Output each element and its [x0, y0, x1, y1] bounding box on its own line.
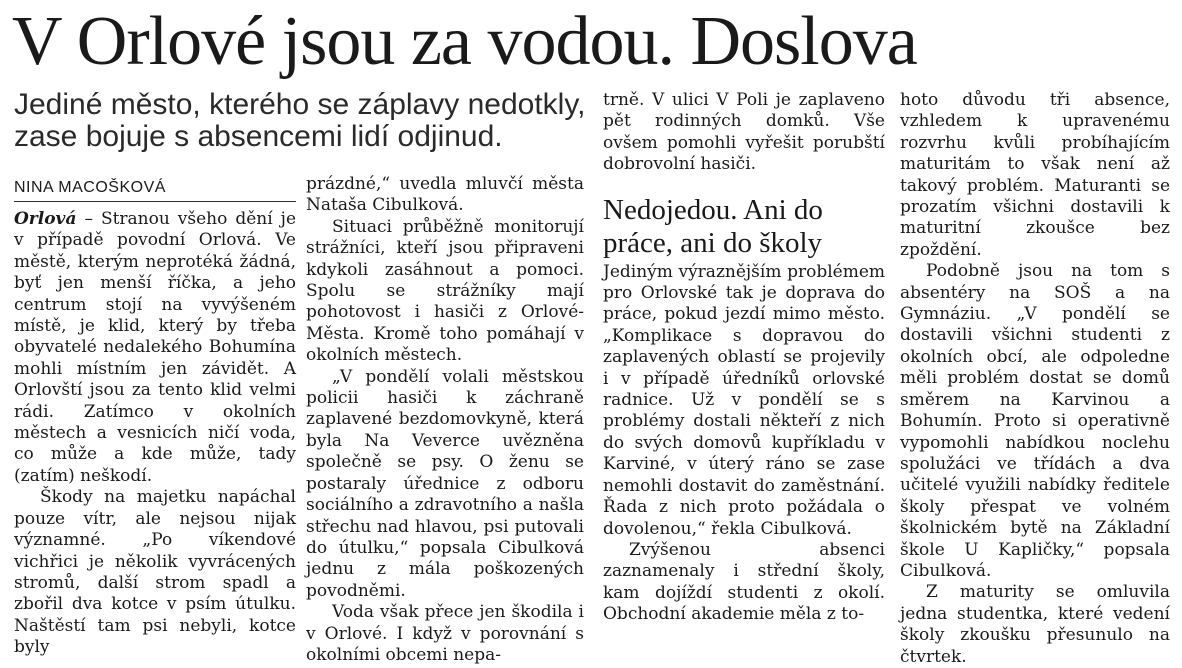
paragraph: Z maturity se omluvila jedna studentka, které vedení školy zkoušku přesunulo na čtvrtek. — [900, 582, 1170, 667]
byline: NINA MACOŠKOVÁ — [14, 178, 296, 202]
article-column-2 — [306, 174, 584, 666]
paragraph: Zvýšenou absenci zaznamenaly i střední školy, kam dojíždí studenti z okolí. Obchodní akademie měla z to- — [603, 539, 885, 625]
paragraph: Podobně jsou na tom s absentéry na SOŠ a na Gymnáziu. „V pondělí se dostavili všichni studenti z okolních obcí, ale odpoledne měli problém dostat se domů směrem na Karvinou a Bohumín. Proto si operativně vypomohli nabídkou noclehu spolužáci ve třídách a dva učitelé využili nabídky ředitele školy přespat ve volném školnickém bytě na Základní škole U Kapličky,“ popsala Cibulková. — [900, 261, 1170, 581]
dateline-place: Orlová — [14, 209, 77, 229]
article-column-4 — [900, 90, 1170, 668]
paragraph: trně. V ulici V Poli je zaplaveno pět rodinných domků. Vše ovšem pomohli vyřešit porubští dobrovolní hasiči. — [603, 90, 885, 175]
subtitle: Jediné město, kterého se záplavy nedotkly, zase bojuje s absencemi lidí odjinud. — [14, 88, 586, 153]
paragraph: Jediným výraznějším problémem pro Orlovské tak je doprava do práce, pokud jezdí mimo město. „Komplikace s dopravou do zaplavených oblastí se projevily i v případě úředníků orlovské radnice. Už v pondělí se s problémy dostali někteří z nich do svých domovů kupříkladu v Karviné, v úterý ráno se zase nemohli dostavit do zaměstnání. Řada z nich proto požádala o dovolenou,“ řekla Cibulková. — [603, 261, 885, 539]
article-column-1 — [14, 209, 296, 659]
section-heading: Nedojedou. Ani do práce, ani do školy — [603, 193, 823, 259]
paragraph: Voda však přece jen škodila i v Orlové. I když v porovnání s okolními obcemi nepa- — [306, 602, 584, 665]
paragraph: „V pondělí volali městskou policii hasiči k záchraně zaplavené bezdomovkyně, která byla Na Veverce uvězněna společně se psy. O ženu se postaraly úřednice z odboru sociálního a zdravotního a našla střechu nad hlavou, psi putovali do útulku,“ popsala Cibulková jednu z mála poškozených povodněmi. — [306, 366, 584, 601]
headline: V Orlové jsou za vodou. Doslova — [12, 3, 917, 80]
paragraph: prázdné,“ uvedla mluvčí města Nataša Cibulková. — [306, 174, 584, 216]
paragraph: Situaci průběžně monitorují strážníci, kteří jsou připraveni kdykoli zasáhnout a pomoci. Spolu se strážníky mají pohotovost i hasiči z Orlové-Města. Kromě toho pomáhají v okolních městech. — [306, 216, 584, 366]
paragraph — [14, 209, 296, 487]
paragraph: hoto důvodu tři absence, vzhledem k upravenému rozvrhu kvůli probíhajícím maturitám to však není až takový problém. Maturanti se prozatím všichni dostavili k maturitní zkoušce bez zpoždění. — [900, 90, 1170, 260]
paragraph-text: – Stranou všeho dění je v případě povodní Orlová. Ve městě, kterým neprotéká žádná, byť jen menší říčka, a jeho centrum stojí na vyvýšeném místě, je klid, který by třeba obyvatelé nedalekého Bohumína mohli místním jen závidět. A Orlovští jsou za tento klid velmi rádi. Zatímco v okolních městech a vesnicích ničí voda, co může a kde může, tady (zatím) neškodí. — [14, 209, 296, 486]
article-column-3 — [603, 90, 885, 626]
paragraph: Škody na majetku napáchal pouze vítr, ale nejsou nijak významné. „Po víkendové vichřici je několik vyvrácených stromů, další strom spadl a zbořil dva kotce v psím útulku. Naštěstí tam psi nebyli, kotce byly — [14, 487, 296, 658]
